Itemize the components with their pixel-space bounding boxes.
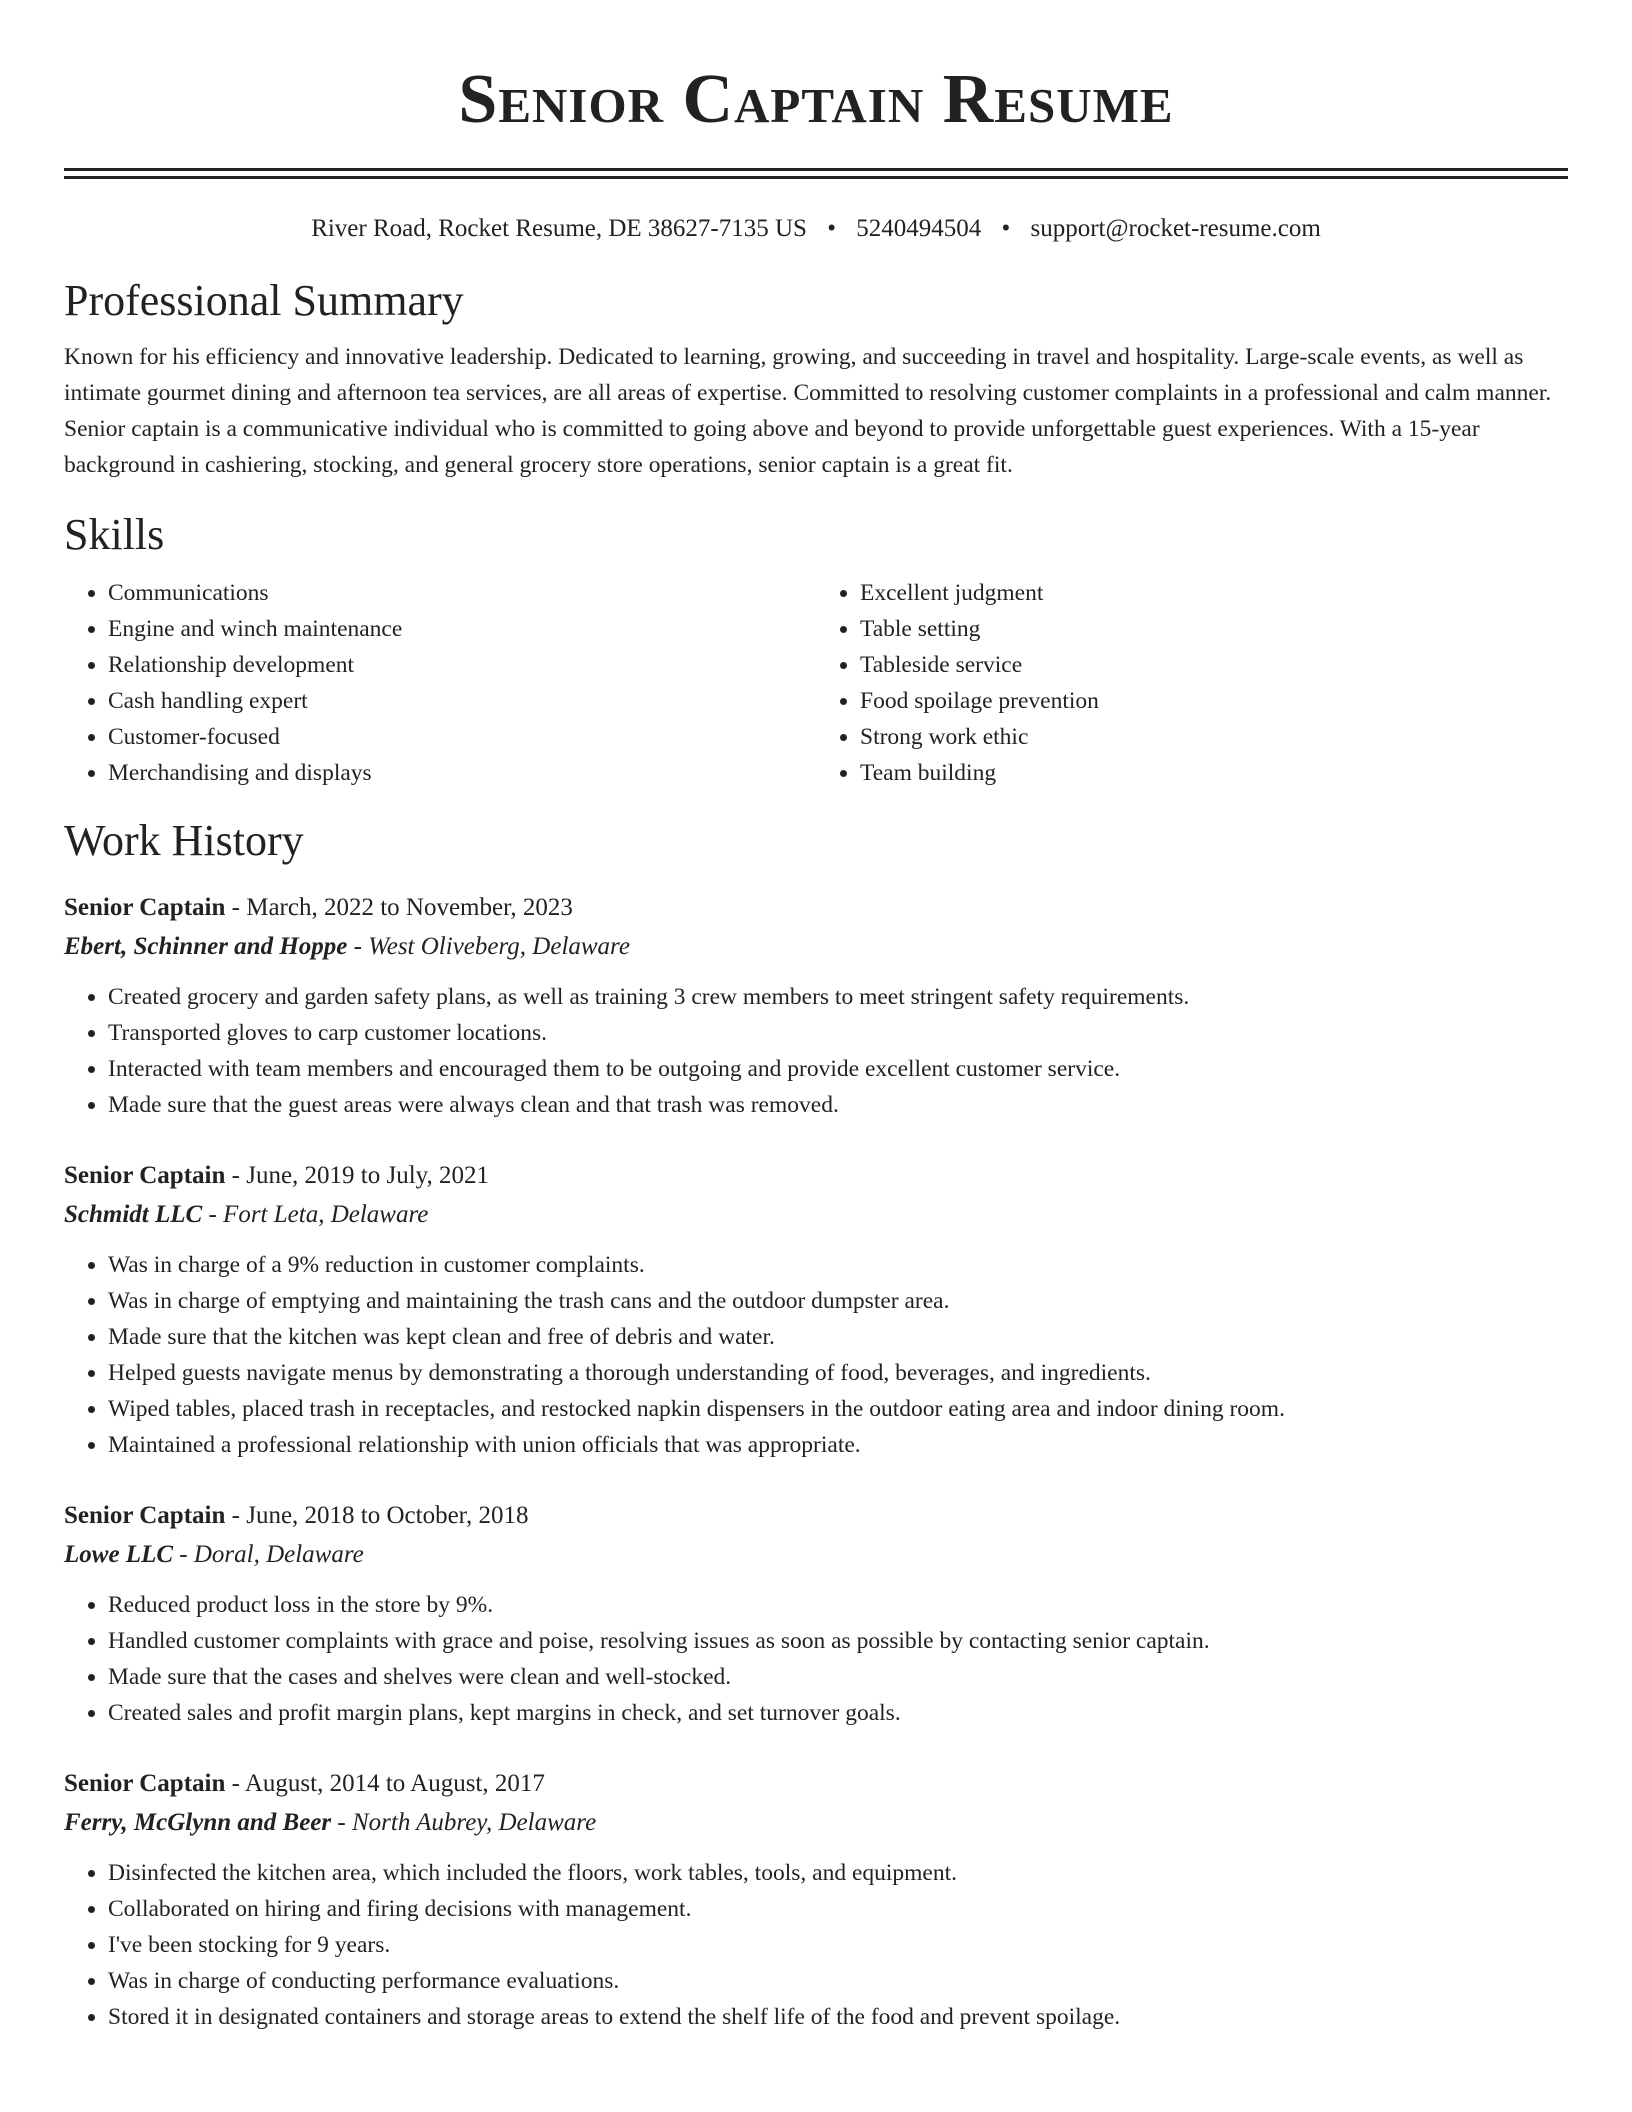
- list-item: • Made sure that the guest areas were always clean and that trash was removed.: [108, 1087, 1568, 1123]
- skill-item: • Relationship development: [108, 647, 816, 683]
- contact-separator: •: [827, 215, 836, 242]
- list-item: • Was in charge of emptying and maintaining the trash cans and the outdoor dumpster area.: [108, 1283, 1568, 1319]
- contact-email: support@rocket-resume.com: [1030, 215, 1321, 242]
- dash: -: [231, 1770, 240, 1797]
- page-title: Senior Captain Resume: [458, 61, 1174, 138]
- job-entry: [64, 1497, 1568, 1731]
- company-line: [64, 1195, 1568, 1235]
- skill-item: • Merchandising and displays: [108, 755, 816, 791]
- list-item: • Reduced product loss in the store by 9%.: [108, 1587, 1568, 1623]
- skill-item: • Strong work ethic: [860, 719, 1568, 755]
- company-location: Fort Leta, Delaware: [223, 1201, 429, 1228]
- contact-separator: •: [1001, 215, 1011, 242]
- job-entry: [64, 1765, 1568, 2035]
- skills-column-right: [816, 575, 1568, 791]
- list-item: • Made sure that the cases and shelves were clean and well-stocked.: [108, 1659, 1568, 1695]
- dash: -: [179, 1541, 188, 1568]
- company-location: North Aubrey, Delaware: [351, 1809, 597, 1836]
- list-item: • Helped guests navigate menus by demonstrating a thorough understanding of food, beverages, and ingredients.: [108, 1355, 1568, 1391]
- job-bullets: [64, 1855, 1568, 2035]
- skills-column-left: [64, 575, 816, 791]
- job-dates: June, 2018 to October, 2018: [246, 1502, 529, 1529]
- company-name: Ferry, McGlynn and Beer: [64, 1809, 332, 1836]
- job-title-line: [64, 1157, 1568, 1195]
- list-item: • Disinfected the kitchen area, which included the floors, work tables, tools, and equipment.: [108, 1855, 1568, 1891]
- company-name: Schmidt LLC: [64, 1201, 203, 1228]
- skill-item: • Excellent judgment: [860, 575, 1568, 611]
- company-location: Doral, Delaware: [193, 1541, 364, 1568]
- list-item: • Transported gloves to carp customer locations.: [108, 1015, 1568, 1051]
- job-entry: [64, 1157, 1568, 1463]
- list-item: • Created grocery and garden safety plans, as well as training 3 crew members to meet stringent safety requirements.: [108, 979, 1568, 1015]
- dash: -: [231, 894, 240, 921]
- job-title: Senior Captain: [64, 1502, 226, 1529]
- job-title-line: [64, 889, 1568, 927]
- job-title-line: [64, 1765, 1568, 1803]
- skill-item: • Engine and winch maintenance: [108, 611, 816, 647]
- dash: -: [353, 933, 362, 960]
- work-history-heading: Work History: [64, 816, 304, 865]
- list-item: • Wiped tables, placed trash in receptacles, and restocked napkin dispensers in the outdoor eating area and indoor dining room.: [108, 1391, 1568, 1427]
- skill-item: • Tableside service: [860, 647, 1568, 683]
- list-item: • Interacted with team members and encouraged them to be outgoing and provide excellent customer service.: [108, 1051, 1568, 1087]
- company-name: Ebert, Schinner and Hoppe: [64, 933, 348, 960]
- list-item: • Made sure that the kitchen was kept clean and free of debris and water.: [108, 1319, 1568, 1355]
- skill-item: • Table setting: [860, 611, 1568, 647]
- skill-item: • Cash handling expert: [108, 683, 816, 719]
- company-line: [64, 927, 1568, 967]
- contact-line: [64, 213, 1568, 245]
- job-bullets: [64, 979, 1568, 1123]
- contact-phone: 5240494504: [856, 215, 982, 242]
- job-bullets: [64, 1587, 1568, 1731]
- job-entry: [64, 889, 1568, 1123]
- list-item: • Was in charge of conducting performance evaluations.: [108, 1963, 1568, 1999]
- dash: -: [231, 1502, 240, 1529]
- list-item: • Maintained a professional relationship with union officials that was appropriate.: [108, 1427, 1568, 1463]
- skills-list: [64, 575, 1568, 791]
- job-title: Senior Captain: [64, 1770, 226, 1797]
- skills-heading: Skills: [64, 510, 165, 559]
- dash: -: [231, 1162, 240, 1189]
- company-location: West Oliveberg, Delaware: [368, 933, 630, 960]
- job-title-line: [64, 1497, 1568, 1535]
- company-name: Lowe LLC: [64, 1541, 174, 1568]
- list-item: • Collaborated on hiring and firing decisions with management.: [108, 1891, 1568, 1927]
- job-dates: June, 2019 to July, 2021: [246, 1162, 490, 1189]
- summary-text: Known for his efficiency and innovative leadership. Dedicated to learning, growing, and succeeding in travel and hospitality. Large-scale events, as well as intimate gourmet dining and afternoon tea services, are all areas of expertise. Committed to resolving customer complaints in a professional and calm manner. Senior captain is a communicative individual who is committed to going above and beyond to provide unforgettable guest experiences. With a 15-year background in cashiering, stocking, and general grocery store operations, senior captain is a great fit.: [64, 344, 1552, 478]
- dash: -: [208, 1201, 217, 1228]
- job-title: Senior Captain: [64, 1162, 226, 1189]
- skill-item: • Customer-focused: [108, 719, 816, 755]
- skill-item: • Food spoilage prevention: [860, 683, 1568, 719]
- company-line: [64, 1803, 1568, 1843]
- list-item: • Was in charge of a 9% reduction in customer complaints.: [108, 1247, 1568, 1283]
- dash: -: [337, 1809, 346, 1836]
- job-bullets: [64, 1247, 1568, 1463]
- contact-address: River Road, Rocket Resume, DE 38627-7135 US: [311, 215, 807, 242]
- list-item: • Handled customer complaints with grace and poise, resolving issues as soon as possible by contacting senior captain.: [108, 1623, 1568, 1659]
- title-divider: [64, 168, 1568, 179]
- job-dates: March, 2022 to November, 2023: [246, 894, 573, 921]
- skill-item: • Team building: [860, 755, 1568, 791]
- job-title: Senior Captain: [64, 894, 226, 921]
- job-dates: August, 2014 to August, 2017: [244, 1770, 545, 1797]
- list-item: • Stored it in designated containers and storage areas to extend the shelf life of the food and prevent spoilage.: [108, 1999, 1568, 2035]
- summary-heading: Professional Summary: [64, 276, 464, 325]
- list-item: • I've been stocking for 9 years.: [108, 1927, 1568, 1963]
- company-line: [64, 1535, 1568, 1575]
- skill-item: • Communications: [108, 575, 816, 611]
- list-item: • Created sales and profit margin plans, kept margins in check, and set turnover goals.: [108, 1695, 1568, 1731]
